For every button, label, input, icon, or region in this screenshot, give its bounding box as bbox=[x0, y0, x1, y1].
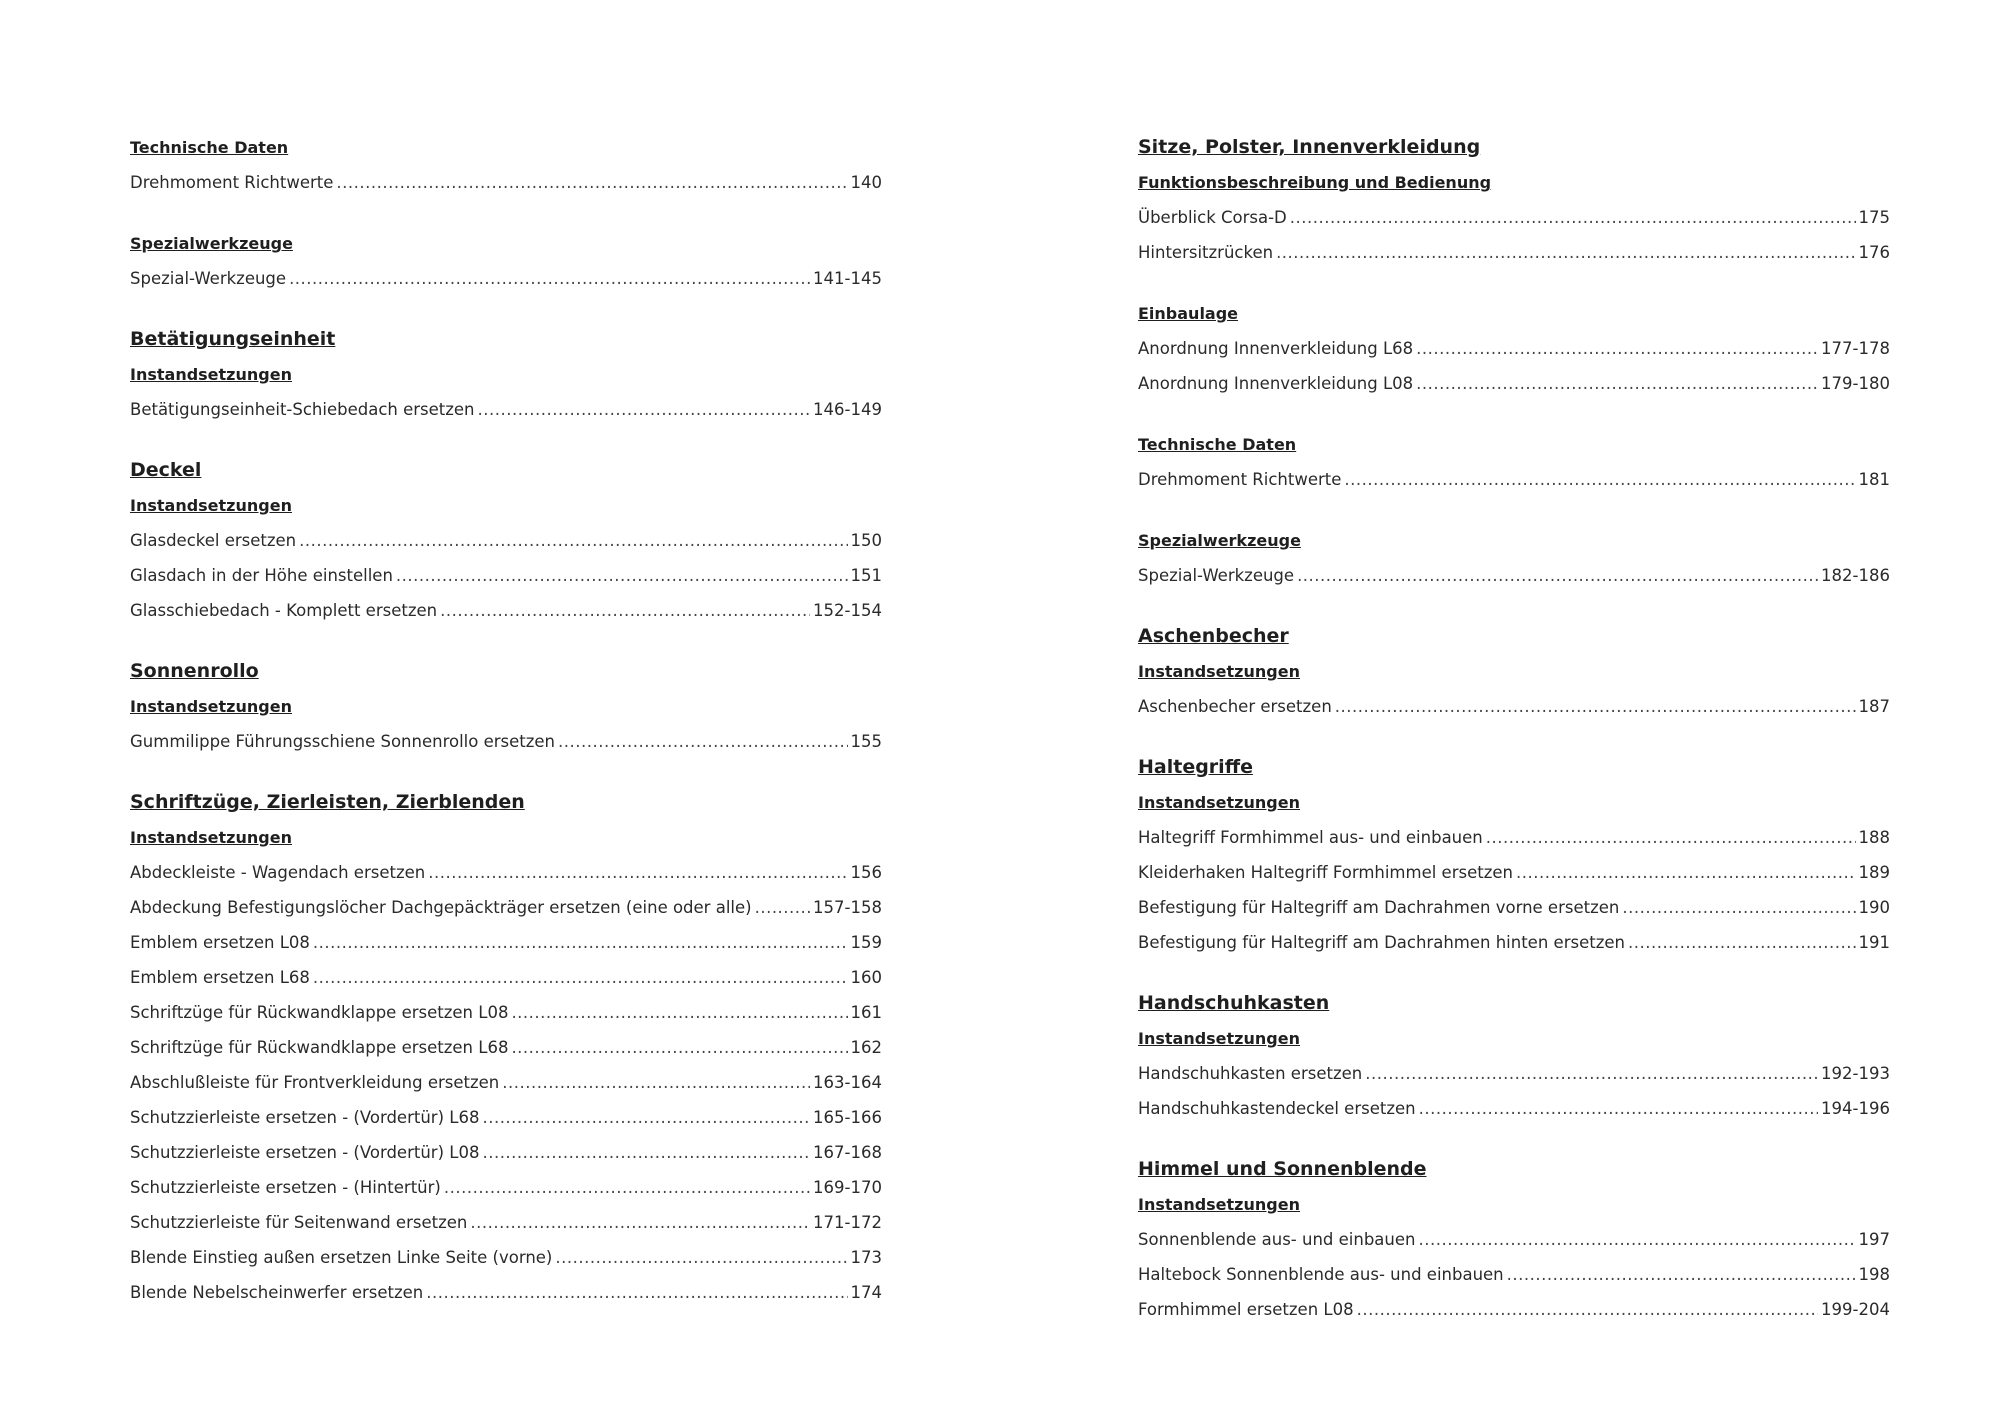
dot-leader bbox=[482, 1100, 810, 1135]
toc-page-number: 159 bbox=[850, 933, 882, 952]
toc-entry-label: Hintersitzrücken bbox=[1138, 243, 1274, 262]
dot-leader bbox=[444, 1170, 810, 1205]
toc-entry[interactable] bbox=[130, 995, 882, 1030]
toc-page-number: 151 bbox=[850, 566, 882, 585]
dot-leader bbox=[482, 1135, 810, 1170]
toc-page-number: 157-158 bbox=[813, 898, 882, 917]
toc-entry-label: Abschlußleiste für Frontverkleidung ersetzen bbox=[130, 1073, 500, 1092]
dot-leader bbox=[313, 960, 848, 995]
dot-leader bbox=[470, 1205, 810, 1240]
toc-entry[interactable] bbox=[130, 855, 882, 890]
subsection-heading: Technische Daten bbox=[130, 138, 289, 157]
toc-entry[interactable] bbox=[130, 558, 882, 593]
toc-page-number: 187 bbox=[1858, 697, 1890, 716]
toc-entry-label: Überblick Corsa-D bbox=[1138, 208, 1287, 227]
toc-page-number: 173 bbox=[850, 1248, 882, 1267]
dot-leader bbox=[289, 261, 810, 296]
toc-entry[interactable] bbox=[1138, 331, 1890, 366]
subsection-heading: Instandsetzungen bbox=[1138, 1195, 1300, 1214]
toc-entry-label: Emblem ersetzen L08 bbox=[130, 933, 310, 952]
toc-entry[interactable] bbox=[1138, 558, 1890, 593]
dot-leader bbox=[1357, 1292, 1818, 1327]
dot-leader bbox=[1290, 200, 1856, 235]
toc-entry-label: Drehmoment Richtwerte bbox=[1138, 470, 1342, 489]
toc-entry[interactable] bbox=[130, 890, 882, 925]
toc-entry[interactable] bbox=[1138, 689, 1890, 724]
toc-entry-label: Schutzzierleiste ersetzen - (Hintertür) bbox=[130, 1178, 441, 1197]
toc-page-number: 155 bbox=[850, 732, 882, 751]
chapter-heading: Sitze, Polster, Innenverkleidung bbox=[1138, 136, 1481, 158]
toc-section bbox=[1138, 750, 1890, 960]
toc-entry-label: Schutzzierleiste ersetzen - (Vordertür) L08 bbox=[130, 1143, 480, 1162]
toc-entry[interactable] bbox=[1138, 1091, 1890, 1126]
toc-page-number: 174 bbox=[850, 1283, 882, 1302]
toc-entry[interactable] bbox=[130, 261, 882, 296]
dot-leader bbox=[299, 523, 847, 558]
toc-section bbox=[1138, 523, 1890, 593]
chapter-heading: Betätigungseinheit bbox=[130, 328, 336, 350]
toc-entry[interactable] bbox=[130, 724, 882, 759]
toc-entry-label: Spezial-Werkzeuge bbox=[130, 269, 287, 288]
toc-entry[interactable] bbox=[130, 1100, 882, 1135]
subsection-heading: Instandsetzungen bbox=[1138, 793, 1300, 812]
toc-entry-label: Anordnung Innenverkleidung L68 bbox=[1138, 339, 1414, 358]
dot-leader bbox=[1416, 366, 1818, 401]
toc-page-number: 165-166 bbox=[813, 1108, 882, 1127]
toc-entry-label: Aschenbecher ersetzen bbox=[1138, 697, 1332, 716]
dot-leader bbox=[1516, 855, 1856, 890]
subsection-heading: Instandsetzungen bbox=[1138, 662, 1300, 681]
dot-leader bbox=[555, 1240, 847, 1275]
dot-leader bbox=[1628, 925, 1856, 960]
toc-page-number: 162 bbox=[850, 1038, 882, 1057]
toc-page-number: 175 bbox=[1858, 208, 1890, 227]
toc-entry[interactable] bbox=[130, 925, 882, 960]
subsection-heading: Instandsetzungen bbox=[1138, 1029, 1300, 1048]
toc-entry[interactable] bbox=[130, 1170, 882, 1205]
dot-leader bbox=[440, 593, 810, 628]
chapter-heading: Schriftzüge, Zierleisten, Zierblenden bbox=[130, 791, 525, 813]
toc-page-number: 161 bbox=[850, 1003, 882, 1022]
subsection-heading: Spezialwerkzeuge bbox=[130, 234, 293, 253]
toc-entry-label: Handschuhkasten ersetzen bbox=[1138, 1064, 1363, 1083]
dot-leader bbox=[426, 1275, 847, 1310]
toc-entry-label: Blende Nebelscheinwerfer ersetzen bbox=[130, 1283, 424, 1302]
toc-entry-label: Glasdach in der Höhe einstellen bbox=[130, 566, 393, 585]
toc-page-number: 171-172 bbox=[813, 1213, 882, 1232]
dot-leader bbox=[1486, 820, 1856, 855]
toc-entry-label: Formhimmel ersetzen L08 bbox=[1138, 1300, 1354, 1319]
toc-entry-label: Befestigung für Haltegriff am Dachrahmen hinten ersetzen bbox=[1138, 933, 1625, 952]
toc-entry[interactable] bbox=[1138, 200, 1890, 235]
toc-entry[interactable] bbox=[1138, 855, 1890, 890]
toc-section bbox=[1138, 296, 1890, 401]
toc-page-number: 176 bbox=[1858, 243, 1890, 262]
dot-leader bbox=[478, 392, 811, 427]
toc-entry[interactable] bbox=[130, 1030, 882, 1065]
subsection-heading: Instandsetzungen bbox=[130, 828, 292, 847]
dot-leader bbox=[1416, 331, 1818, 366]
dot-leader bbox=[558, 724, 847, 759]
toc-page-number: 150 bbox=[850, 531, 882, 550]
toc-entry-label: Abdeckung Befestigungslöcher Dachgepäckträger ersetzen (eine oder alle) bbox=[130, 898, 752, 917]
chapter-heading: Haltegriffe bbox=[1138, 756, 1253, 778]
subsection-heading: Spezialwerkzeuge bbox=[1138, 531, 1301, 550]
subsection-heading: Instandsetzungen bbox=[130, 365, 292, 384]
toc-entry[interactable] bbox=[130, 1275, 882, 1310]
toc-entry[interactable] bbox=[1138, 1222, 1890, 1257]
dot-leader bbox=[1418, 1222, 1855, 1257]
toc-section bbox=[130, 130, 882, 200]
toc-entry-label: Gummilippe Führungsschiene Sonnenrollo ersetzen bbox=[130, 732, 556, 751]
toc-section bbox=[130, 453, 882, 628]
toc-entry[interactable] bbox=[1138, 1257, 1890, 1292]
subsection-heading: Funktionsbeschreibung und Bedienung bbox=[1138, 173, 1492, 192]
toc-entry-label: Spezial-Werkzeuge bbox=[1138, 566, 1295, 585]
toc-page-number: 146-149 bbox=[813, 400, 882, 419]
toc-page-number: 188 bbox=[1858, 828, 1890, 847]
toc-page-number: 167-168 bbox=[813, 1143, 882, 1162]
toc-section bbox=[1138, 1152, 1890, 1327]
dot-leader bbox=[1507, 1257, 1856, 1292]
chapter-heading: Handschuhkasten bbox=[1138, 992, 1330, 1014]
toc-entry[interactable] bbox=[1138, 820, 1890, 855]
dot-leader bbox=[396, 558, 848, 593]
toc-entry-label: Schutzzierleiste ersetzen - (Vordertür) L68 bbox=[130, 1108, 480, 1127]
toc-entry[interactable] bbox=[130, 392, 882, 427]
toc-entry-label: Glasdeckel ersetzen bbox=[130, 531, 297, 550]
toc-entry[interactable] bbox=[1138, 890, 1890, 925]
toc-page-number: 141-145 bbox=[813, 269, 882, 288]
toc-entry[interactable] bbox=[1138, 366, 1890, 401]
chapter-heading: Himmel und Sonnenblende bbox=[1138, 1158, 1427, 1180]
toc-page-number: 181 bbox=[1858, 470, 1890, 489]
toc-entry-label: Anordnung Innenverkleidung L08 bbox=[1138, 374, 1414, 393]
toc-entry[interactable] bbox=[1138, 462, 1890, 497]
toc-entry[interactable] bbox=[130, 593, 882, 628]
toc-entry-label: Schutzzierleiste für Seitenwand ersetzen bbox=[130, 1213, 468, 1232]
toc-section bbox=[130, 654, 882, 759]
toc-page-number: 179-180 bbox=[1821, 374, 1890, 393]
toc-section bbox=[130, 322, 882, 427]
toc-left-column bbox=[130, 130, 882, 1336]
chapter-heading: Deckel bbox=[130, 459, 202, 481]
toc-entry-label: Sonnenblende aus- und einbauen bbox=[1138, 1230, 1416, 1249]
toc-entry[interactable] bbox=[130, 523, 882, 558]
dot-leader bbox=[1344, 462, 1855, 497]
toc-page-number: 152-154 bbox=[813, 601, 882, 620]
toc-entry[interactable] bbox=[1138, 235, 1890, 270]
toc-page-number: 197 bbox=[1858, 1230, 1890, 1249]
toc-entry-label: Emblem ersetzen L68 bbox=[130, 968, 310, 987]
dot-leader bbox=[336, 165, 847, 200]
toc-page-number: 190 bbox=[1858, 898, 1890, 917]
toc-page-number: 192-193 bbox=[1821, 1064, 1890, 1083]
toc-page-number: 191 bbox=[1858, 933, 1890, 952]
dot-leader bbox=[1622, 890, 1855, 925]
toc-entry-label: Betätigungseinheit-Schiebedach ersetzen bbox=[130, 400, 475, 419]
dot-leader bbox=[1419, 1091, 1818, 1126]
toc-section bbox=[1138, 986, 1890, 1126]
dot-leader bbox=[1335, 689, 1856, 724]
toc-entry[interactable] bbox=[130, 1065, 882, 1100]
dot-leader bbox=[502, 1065, 810, 1100]
toc-entry[interactable] bbox=[1138, 1056, 1890, 1091]
toc-entry-label: Befestigung für Haltegriff am Dachrahmen vorne ersetzen bbox=[1138, 898, 1620, 917]
toc-page-number: 198 bbox=[1858, 1265, 1890, 1284]
subsection-heading: Instandsetzungen bbox=[130, 496, 292, 515]
subsection-heading: Instandsetzungen bbox=[130, 697, 292, 716]
toc-entry-label: Schriftzüge für Rückwandklappe ersetzen L08 bbox=[130, 1003, 509, 1022]
chapter-heading: Aschenbecher bbox=[1138, 625, 1289, 647]
dot-leader bbox=[1365, 1056, 1818, 1091]
toc-entry[interactable] bbox=[130, 1135, 882, 1170]
toc-page-number: 163-164 bbox=[813, 1073, 882, 1092]
toc-section bbox=[130, 785, 882, 1310]
chapter-heading: Sonnenrollo bbox=[130, 660, 259, 682]
toc-page-number: 169-170 bbox=[813, 1178, 882, 1197]
toc-entry-label: Drehmoment Richtwerte bbox=[130, 173, 334, 192]
toc-page-number: 177-178 bbox=[1821, 339, 1890, 358]
toc-entry[interactable] bbox=[130, 1205, 882, 1240]
dot-leader bbox=[1276, 235, 1855, 270]
dot-leader bbox=[511, 1030, 847, 1065]
toc-entry-label: Blende Einstieg außen ersetzen Linke Seite (vorne) bbox=[130, 1248, 553, 1267]
toc-entry-label: Haltegriff Formhimmel aus- und einbauen bbox=[1138, 828, 1483, 847]
toc-entry[interactable] bbox=[130, 165, 882, 200]
toc-entry-label: Schriftzüge für Rückwandklappe ersetzen L68 bbox=[130, 1038, 509, 1057]
toc-entry-label: Abdeckleiste - Wagendach ersetzen bbox=[130, 863, 426, 882]
toc-section bbox=[1138, 427, 1890, 497]
dot-leader bbox=[313, 925, 848, 960]
toc-right-column bbox=[1138, 130, 1890, 1353]
toc-page-number: 156 bbox=[850, 863, 882, 882]
toc-entry-label: Glasschiebedach - Komplett ersetzen bbox=[130, 601, 438, 620]
dot-leader bbox=[428, 855, 847, 890]
dot-leader bbox=[1297, 558, 1818, 593]
dot-leader bbox=[755, 890, 810, 925]
toc-page-number: 140 bbox=[850, 173, 882, 192]
toc-entry[interactable] bbox=[1138, 1292, 1890, 1327]
toc-page-number: 194-196 bbox=[1821, 1099, 1890, 1118]
toc-entry-label: Kleiderhaken Haltegriff Formhimmel ersetzen bbox=[1138, 863, 1513, 882]
dot-leader bbox=[511, 995, 847, 1030]
toc-page-number: 189 bbox=[1858, 863, 1890, 882]
subsection-heading: Einbaulage bbox=[1138, 304, 1239, 323]
toc-entry-label: Handschuhkastendeckel ersetzen bbox=[1138, 1099, 1416, 1118]
toc-entry-label: Haltebock Sonnenblende aus- und einbauen bbox=[1138, 1265, 1504, 1284]
toc-page-number: 199-204 bbox=[1821, 1300, 1890, 1319]
toc-section bbox=[130, 226, 882, 296]
toc-entry[interactable] bbox=[130, 1240, 882, 1275]
toc-entry[interactable] bbox=[1138, 925, 1890, 960]
toc-page-number: 160 bbox=[850, 968, 882, 987]
subsection-heading: Technische Daten bbox=[1138, 435, 1297, 454]
toc-section bbox=[1138, 130, 1890, 270]
toc-page-number: 182-186 bbox=[1821, 566, 1890, 585]
toc-entry[interactable] bbox=[130, 960, 882, 995]
toc-section bbox=[1138, 619, 1890, 724]
